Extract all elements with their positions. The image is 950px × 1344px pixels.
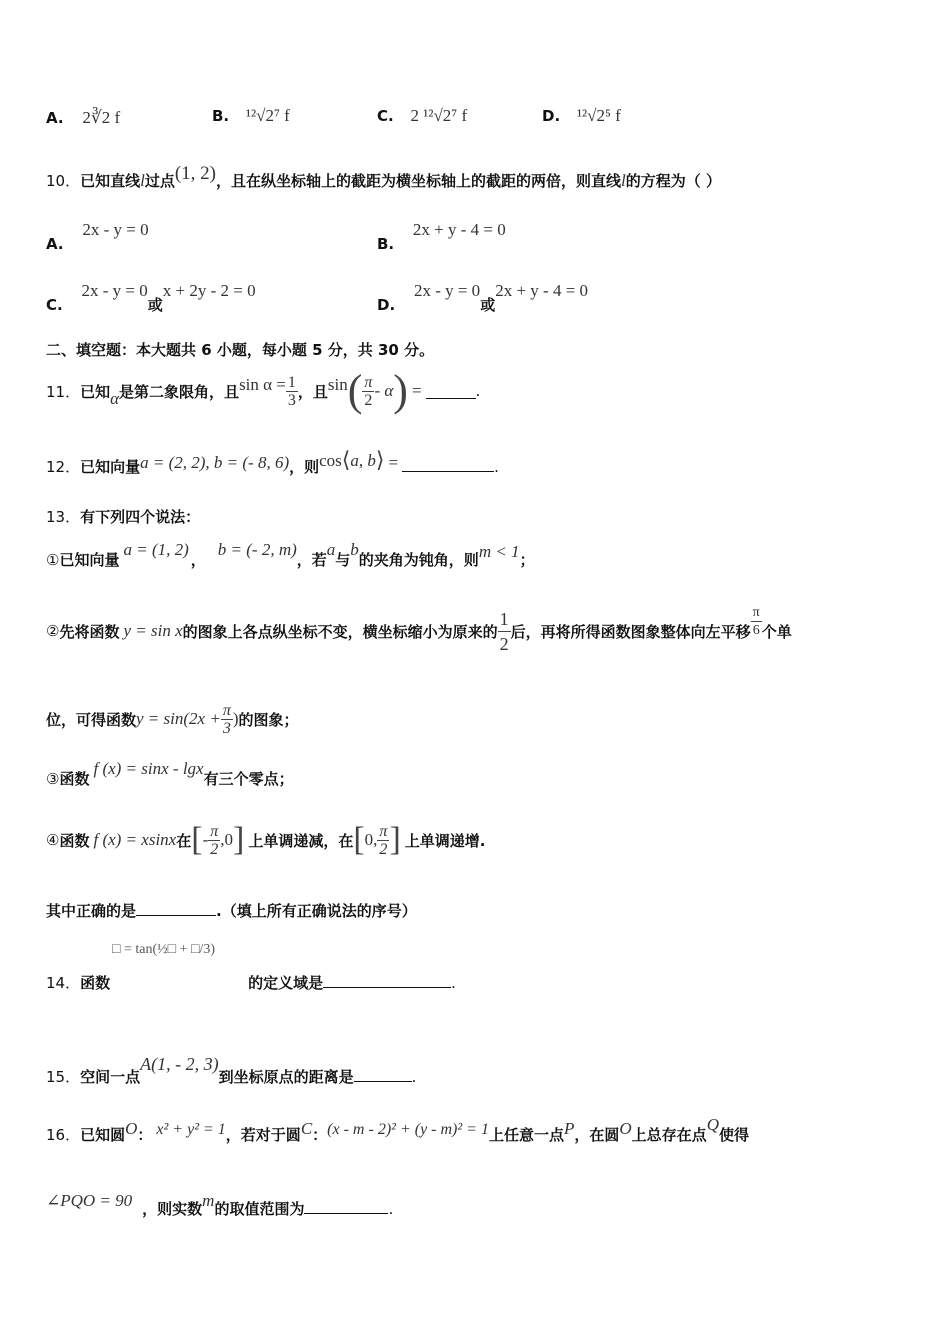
question-13-ask bbox=[46, 900, 417, 921]
s4-text-2: 在 bbox=[176, 831, 192, 850]
question-number: 10． bbox=[46, 172, 81, 190]
numerator: π bbox=[222, 701, 231, 719]
q14-text-2: 的定义域是 bbox=[248, 974, 324, 992]
period: . bbox=[475, 382, 481, 400]
q12-text-2: ，则 bbox=[289, 458, 320, 476]
right-paren: ) bbox=[393, 366, 408, 415]
sin-label: sin bbox=[327, 375, 348, 394]
cos-label: cos bbox=[319, 451, 342, 470]
denominator: 3 bbox=[287, 391, 296, 409]
circled-number-4: ④ bbox=[46, 831, 60, 849]
q13-title: 有下列四个说法： bbox=[80, 508, 201, 526]
option-a-expr: 2x - y = 0 bbox=[82, 220, 149, 239]
fraction-pi-half bbox=[362, 374, 374, 409]
q14-formula-image: □ = tan(½□ + □/3) bbox=[112, 942, 215, 957]
s2-text-4: 个单 bbox=[761, 622, 792, 641]
circle-C: C bbox=[300, 1119, 313, 1138]
option-d-q9 bbox=[542, 106, 621, 126]
q10-text-1: 已知直线 bbox=[80, 172, 141, 190]
q11-text-2: 是第二象限角，且 bbox=[119, 382, 240, 401]
s2-text-3: 后，再将所得函数图象整体向左平移 bbox=[510, 622, 751, 641]
vector-b-symbol: b bbox=[350, 540, 359, 559]
statement-2-cont bbox=[46, 696, 299, 742]
fraction-pi-third bbox=[221, 702, 233, 737]
option-a-q9 bbox=[46, 108, 120, 128]
q16-text-1: 已知圆 bbox=[80, 1126, 126, 1144]
s2-text-2: 的图象上各点纵坐标不变，横坐标缩小为原来的 bbox=[182, 622, 498, 641]
answer-blank[interactable] bbox=[304, 1199, 388, 1214]
ask-end-text: .（填上所有正确说法的序号） bbox=[216, 902, 417, 920]
denominator: 3 bbox=[222, 719, 231, 737]
question-10 bbox=[46, 163, 721, 192]
vector-pair: a, b bbox=[350, 451, 376, 470]
answer-blank[interactable] bbox=[323, 973, 451, 988]
statement-1 bbox=[46, 540, 535, 570]
option-label: B. bbox=[212, 107, 230, 125]
alpha-symbol: α bbox=[110, 389, 120, 408]
s1-text-1: 已知向量 bbox=[59, 551, 120, 569]
question-16-cont bbox=[46, 1191, 394, 1219]
equals-sign: = bbox=[411, 381, 422, 400]
colon: ： bbox=[137, 1126, 153, 1144]
period: . bbox=[388, 1200, 394, 1218]
q10-text-3: ，且在纵坐标轴上的截距为横坐标轴上的截距的两倍，则直线 bbox=[216, 172, 622, 190]
q15-text-1: 空间一点 bbox=[80, 1068, 141, 1086]
s3-text-1: 函数 bbox=[59, 770, 90, 788]
denominator: 2 bbox=[210, 840, 219, 858]
option-label: C. bbox=[46, 296, 63, 314]
q16-text-5: 上总存在点 bbox=[631, 1126, 707, 1144]
s4-text-3: 上单调递减，在 bbox=[248, 831, 354, 850]
option-label: C. bbox=[377, 107, 394, 125]
period: . bbox=[494, 458, 499, 476]
option-b-q9 bbox=[212, 106, 290, 126]
line-l: l bbox=[140, 171, 145, 190]
option-b-expr: ¹²√2⁷ f bbox=[245, 106, 290, 125]
s2-text-6: 的图象； bbox=[238, 710, 299, 729]
numerator: 1 bbox=[287, 373, 296, 391]
sin-alpha: sin α = bbox=[239, 375, 286, 394]
comma: ， bbox=[190, 551, 206, 569]
option-a-expr: 2∛2 f bbox=[82, 108, 121, 127]
q16-text-2: ，若对于圆 bbox=[225, 1126, 301, 1144]
circled-number-2: ② bbox=[46, 622, 60, 640]
q11-text-3: ，且 bbox=[297, 382, 328, 401]
left-bracket: [ bbox=[353, 821, 365, 858]
vector-a: a = (1, 2) bbox=[123, 540, 189, 559]
option-label: B. bbox=[377, 235, 395, 253]
answer-blank[interactable] bbox=[136, 901, 216, 916]
q16-text-4: ，在圆 bbox=[574, 1126, 620, 1144]
q14-text-1: 函数 bbox=[80, 974, 111, 992]
s3-text-2: 有三个零点； bbox=[203, 770, 294, 788]
option-d-expr-1: 2x - y = 0 bbox=[413, 281, 481, 300]
option-c-expr: 2 ¹²√2⁷ f bbox=[410, 106, 468, 125]
question-11 bbox=[46, 368, 480, 414]
right-bracket: ] bbox=[233, 821, 245, 858]
q12-text-1: 已知向量 bbox=[80, 458, 141, 476]
option-c-q9 bbox=[377, 106, 467, 126]
option-b-expr: 2x + y - 4 = 0 bbox=[412, 220, 506, 239]
point-1-2: (1, 2) bbox=[174, 163, 217, 184]
question-16 bbox=[46, 1115, 749, 1145]
question-number: 16． bbox=[46, 1126, 81, 1144]
period: . bbox=[411, 1068, 417, 1086]
option-label: A. bbox=[46, 109, 64, 127]
option-label: D. bbox=[542, 107, 561, 125]
q16-text-3: 上任意一点 bbox=[488, 1126, 564, 1144]
numerator: π bbox=[364, 373, 373, 391]
option-d-expr-2: 2x + y - 4 = 0 bbox=[495, 281, 589, 300]
line-l: l bbox=[621, 171, 626, 190]
s1-text-2: ，若 bbox=[296, 551, 327, 569]
function-f-sinx-lgx: f (x) = sinx - lgx bbox=[93, 759, 204, 778]
variable-m: m bbox=[202, 1191, 215, 1210]
interval-end-zero: ,0 bbox=[220, 830, 233, 849]
question-number: 11． bbox=[46, 382, 81, 401]
q16-text-7: ，则实数 bbox=[142, 1200, 203, 1218]
option-c-q10 bbox=[46, 280, 256, 314]
function-g-part2: ) bbox=[232, 709, 239, 728]
period: . bbox=[451, 974, 456, 992]
fraction-half bbox=[498, 607, 511, 656]
minus-sign: - bbox=[202, 830, 209, 849]
option-d-q10 bbox=[377, 280, 589, 314]
section-heading: 二、填空题：本大题共 6 小题，每小题 5 分，共 30 分。 bbox=[46, 341, 435, 359]
fraction-one-third bbox=[286, 374, 298, 409]
s1-text-4: 的夹角为钝角，则 bbox=[358, 551, 479, 569]
s1-text-3: 与 bbox=[335, 551, 351, 569]
denominator: 6 bbox=[752, 622, 760, 638]
circle-O: O bbox=[619, 1119, 632, 1138]
option-c-expr-2: x + 2y - 2 = 0 bbox=[162, 281, 256, 300]
circled-number-1: ① bbox=[46, 551, 60, 569]
semicolon: ； bbox=[519, 551, 535, 569]
q10-text-4: 的方程为（ ） bbox=[625, 172, 721, 190]
option-a-q10 bbox=[46, 220, 149, 253]
answer-blank[interactable] bbox=[426, 384, 476, 399]
right-bracket: ] bbox=[389, 821, 401, 858]
question-13-title bbox=[46, 506, 200, 527]
function-sin-x: y = sin x bbox=[123, 621, 183, 640]
function-g-part1: y = sin(2x + bbox=[136, 709, 221, 728]
numerator: π bbox=[752, 604, 760, 620]
fraction-pi-half bbox=[208, 823, 220, 858]
condition-m: m < 1 bbox=[478, 542, 520, 561]
q16-text-8: 的取值范围为 bbox=[214, 1200, 305, 1218]
option-label: D. bbox=[377, 296, 396, 314]
point-Q: Q bbox=[706, 1115, 719, 1134]
statement-4 bbox=[46, 816, 485, 864]
numerator: 1 bbox=[498, 607, 511, 632]
question-number: 15． bbox=[46, 1068, 81, 1086]
q10-text-2: 过点 bbox=[144, 172, 175, 190]
minus-alpha: - α bbox=[374, 381, 394, 400]
question-14 bbox=[46, 972, 456, 993]
question-15 bbox=[46, 1054, 417, 1087]
denominator: 2 bbox=[364, 391, 373, 409]
colon: ： bbox=[312, 1126, 328, 1144]
numerator: π bbox=[379, 822, 388, 840]
s2-text-1: 先将函数 bbox=[59, 622, 120, 641]
q15-text-2: 到坐标原点的距离是 bbox=[218, 1068, 354, 1086]
statement-2 bbox=[46, 598, 792, 664]
question-12 bbox=[46, 447, 499, 478]
point-P: P bbox=[563, 1119, 575, 1138]
circled-number-3: ③ bbox=[46, 770, 60, 788]
fraction-pi-sixth bbox=[751, 604, 762, 639]
vector-b: b = (- 2, m) bbox=[217, 540, 297, 559]
question-number: 12． bbox=[46, 458, 81, 476]
numerator: π bbox=[210, 822, 219, 840]
q16-text-6: 使得 bbox=[718, 1126, 749, 1144]
ask-text: 其中正确的是 bbox=[46, 902, 137, 920]
q11-text-1: 已知 bbox=[80, 382, 111, 401]
s4-text-4: 上单调递增. bbox=[404, 831, 486, 850]
left-bracket: [ bbox=[191, 821, 203, 858]
interval-start-zero: 0, bbox=[364, 830, 378, 849]
vector-a-symbol: a bbox=[326, 540, 336, 559]
circle-O: O bbox=[125, 1119, 138, 1138]
answer-blank[interactable] bbox=[354, 1067, 412, 1082]
vectors-a-b: a = (2, 2), b = (- 8, 6) bbox=[140, 453, 290, 472]
circle-O-equation: x² + y² = 1 bbox=[156, 1121, 226, 1138]
or-text: 或 bbox=[480, 296, 496, 314]
denominator: 2 bbox=[379, 840, 388, 858]
right-angle-bracket: ⟩ bbox=[375, 447, 385, 472]
equals-sign: = bbox=[388, 453, 399, 472]
angle-PQO: ∠PQO = 90 bbox=[46, 1191, 133, 1210]
option-label: A. bbox=[46, 235, 64, 253]
left-paren: ( bbox=[347, 366, 363, 415]
or-text: 或 bbox=[147, 296, 163, 314]
option-c-expr-1: 2x - y = 0 bbox=[81, 281, 148, 300]
option-d-expr: ¹²√2⁵ f bbox=[576, 106, 621, 125]
statement-3 bbox=[46, 759, 294, 789]
circle-C-equation: (x - m - 2)² + (y - m)² = 1 bbox=[327, 1121, 489, 1138]
option-b-q10 bbox=[377, 220, 506, 253]
point-A: A(1, - 2, 3) bbox=[140, 1054, 219, 1074]
left-angle-bracket: ⟨ bbox=[341, 447, 351, 472]
question-number: 13． bbox=[46, 508, 81, 526]
fraction-pi-half bbox=[377, 823, 389, 858]
denominator: 2 bbox=[499, 633, 509, 654]
question-number: 14． bbox=[46, 974, 81, 992]
s2-text-5: 位，可得函数 bbox=[46, 710, 137, 729]
s4-text-1: 函数 bbox=[59, 831, 90, 850]
function-f-xsinx: f (x) = xsinx bbox=[93, 830, 177, 849]
answer-blank[interactable] bbox=[402, 457, 494, 472]
